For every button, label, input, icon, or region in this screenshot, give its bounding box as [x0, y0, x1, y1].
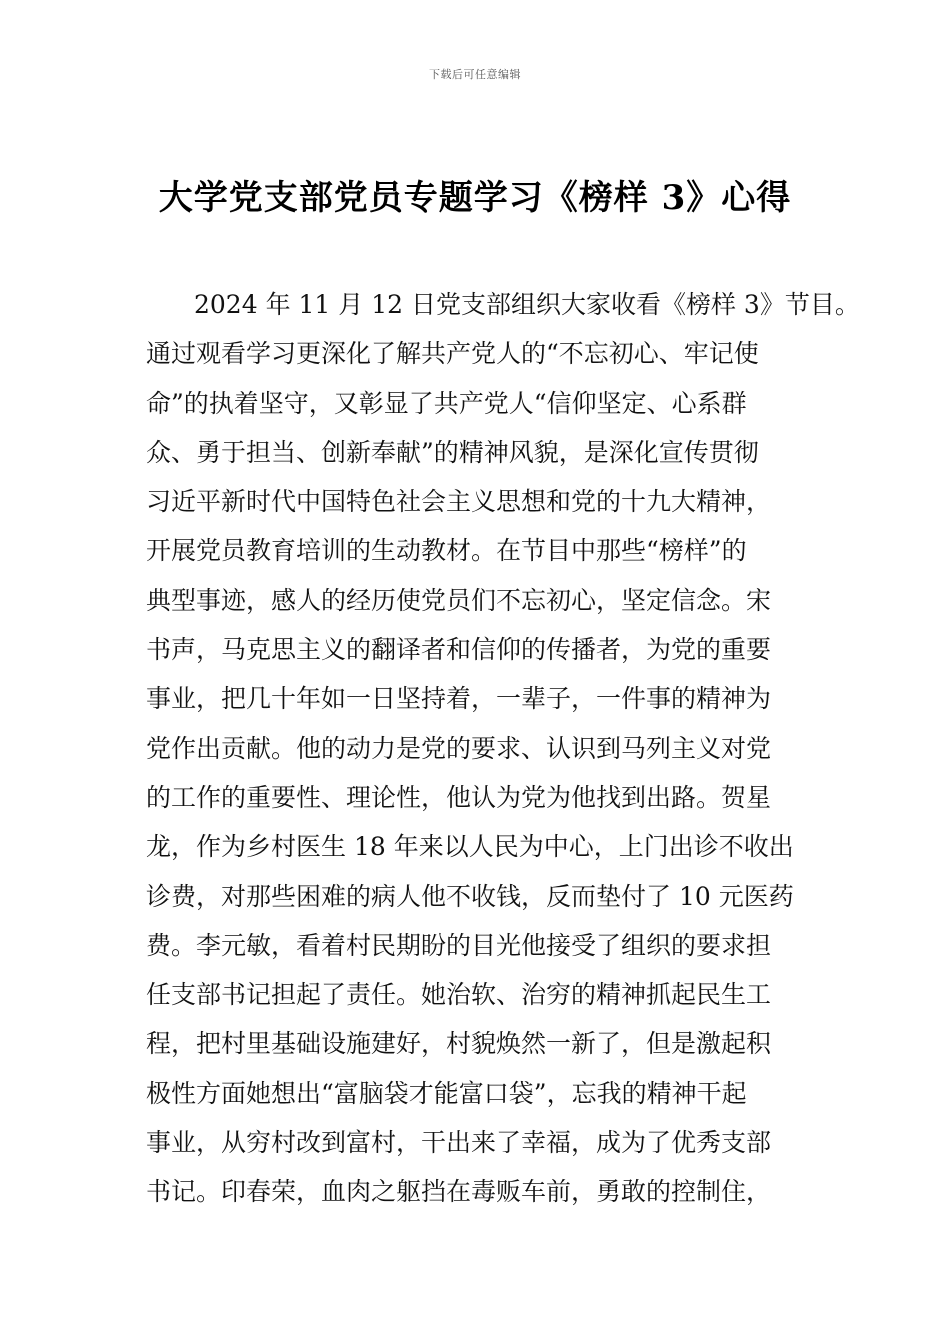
body-line: 任支部书记担起了责任。她治软、治穷的精神抓起民生工	[146, 980, 772, 1010]
body-line: 习近平新时代中国特色社会主义思想和党的十九大精神，	[146, 487, 772, 517]
body-line: 龙，作为乡村医生 18 年来以人民为中心，上门出诊不收出	[146, 832, 794, 862]
document-title: 大学党支部党员专题学习《榜样 3》心得	[158, 178, 792, 218]
body-line: 开展党员教育培训的生动教材。在节目中那些“榜样”的	[146, 536, 747, 566]
body-line: 程，把村里基础设施建好，村貌焕然一新了，但是激起积	[146, 1029, 772, 1059]
body-line: 的工作的重要性、理论性，他认为党为他找到出路。贺星	[146, 782, 772, 812]
body-line: 书记。印春荣，血肉之躯挡在毒贩车前，勇敢的控制住，	[146, 1177, 772, 1207]
body-line: 党作出贡献。他的动力是党的要求、认识到马列主义对党	[146, 733, 772, 763]
body-line: 费。李元敏，看着村民期盼的目光他接受了组织的要求担	[146, 930, 772, 960]
body-line: 书声，马克思主义的翻译者和信仰的传播者，为党的重要	[146, 635, 772, 665]
header-note: 下载后可任意编辑	[429, 68, 521, 81]
body-line: 事业，把几十年如一日坚持着，一辈子，一件事的精神为	[146, 684, 772, 714]
body-line: 典型事迹，感人的经历使党员们不忘初心，坚定信念。宋	[146, 585, 772, 615]
body-line: 2024 年 11 月 12 日党支部组织大家收看《榜样 3》节目。	[194, 290, 860, 319]
body-line: 命”的执着坚守，又彰显了共产党人“信仰坚定、心系群	[146, 388, 747, 418]
body-paragraph	[146, 280, 860, 1217]
body-line: 事业，从穷村改到富村，干出来了幸福，成为了优秀支部	[146, 1128, 772, 1158]
body-line: 众、勇于担当、创新奉献”的精神风貌，是深化宣传贯彻	[146, 437, 759, 467]
body-line: 通过观看学习更深化了解共产党人的“不忘初心、牢记使	[146, 339, 759, 369]
body-line: 极性方面她想出“富脑袋才能富口袋”，忘我的精神干起	[146, 1078, 747, 1108]
body-line: 诊费，对那些困难的病人他不收钱，反而垫付了 10 元医药	[146, 881, 794, 911]
